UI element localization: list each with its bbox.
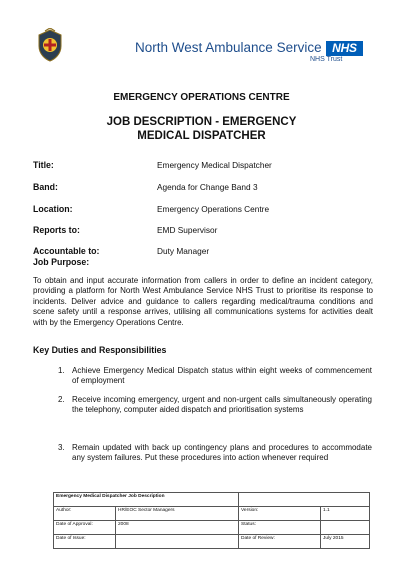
duty-item [58,395,372,416]
accountable-to-label: Accountable to: [33,246,100,256]
trust-label: NHS Trust [310,56,343,63]
duty-item [58,443,372,464]
band-value: Agenda for Change Band 3 [157,182,258,192]
accountable-to-value: Duty Manager [157,246,210,256]
reports-to-value: EMD Supervisor [157,225,218,235]
duty-text: Receive incoming emergency, urgent and non-urgent calls simultaneously operating the telephony, computer aided dispatch and prioritisation systems [72,395,372,415]
table-row [54,493,370,507]
author-label: Author: [54,507,116,521]
duty-item [58,366,372,387]
title-label: Title: [33,160,54,170]
review-label: Date of Review: [239,535,321,549]
duty-text: Achieve Emergency Medical Dispatch status within eight weeks of commencement of employment [72,366,372,386]
title-value: Emergency Medical Dispatcher [157,160,272,170]
job-purpose-label: Job Purpose: [33,257,90,267]
version-value: 1.1 [321,507,370,521]
duty-number: 2. [58,395,65,404]
location-label: Location: [33,204,73,214]
status-label: Status: [239,521,321,535]
ambulance-service-crest-icon [36,28,64,62]
approval-value: 2008 [116,521,239,535]
duty-text: Remain updated with back up contingency plans and procedures to accommodate any system failures. Put these procedures into action whenever required [72,443,372,463]
review-value: July 2015 [321,535,370,549]
organisation-name: North West Ambulance Service [135,40,322,55]
table-row [54,535,370,549]
approval-label: Date of Approval: [54,521,116,535]
issue-value [116,535,239,549]
reports-to-label: Reports to: [33,225,80,235]
duties-heading: Key Duties and Responsibilities [33,345,167,355]
table-row [54,507,370,521]
version-label: Version: [239,507,321,521]
duty-number: 3. [58,443,65,452]
document-control-table [53,492,370,549]
centre-heading: EMERGENCY OPERATIONS CENTRE [113,92,290,103]
job-purpose-text: To obtain and input accurate information from callers in order to define an incident category, providing a platform for North West Ambulance Service NHS Trust to prioritise its response to incidents. Deliver advice and guidance to callers regarding medical/trauma conditions and scene safety until a response arrives, utilising all communications systems for activities dealt with by the Emergency Operations Centre. [33,276,373,327]
band-label: Band: [33,182,58,192]
duty-number: 1. [58,366,65,375]
table-title: Emergency Medical Dispatcher Job Description [54,493,239,507]
table-row [54,521,370,535]
job-title: JOB DESCRIPTION - EMERGENCY MEDICAL DISPATCHER [106,116,297,142]
location-value: Emergency Operations Centre [157,204,270,214]
status-value [321,521,370,535]
table-cell [239,493,370,507]
issue-label: Date of Issue: [54,535,116,549]
author-value: HR/EOC Sector Managers [116,507,239,521]
nhs-logo: NHS [326,41,363,56]
